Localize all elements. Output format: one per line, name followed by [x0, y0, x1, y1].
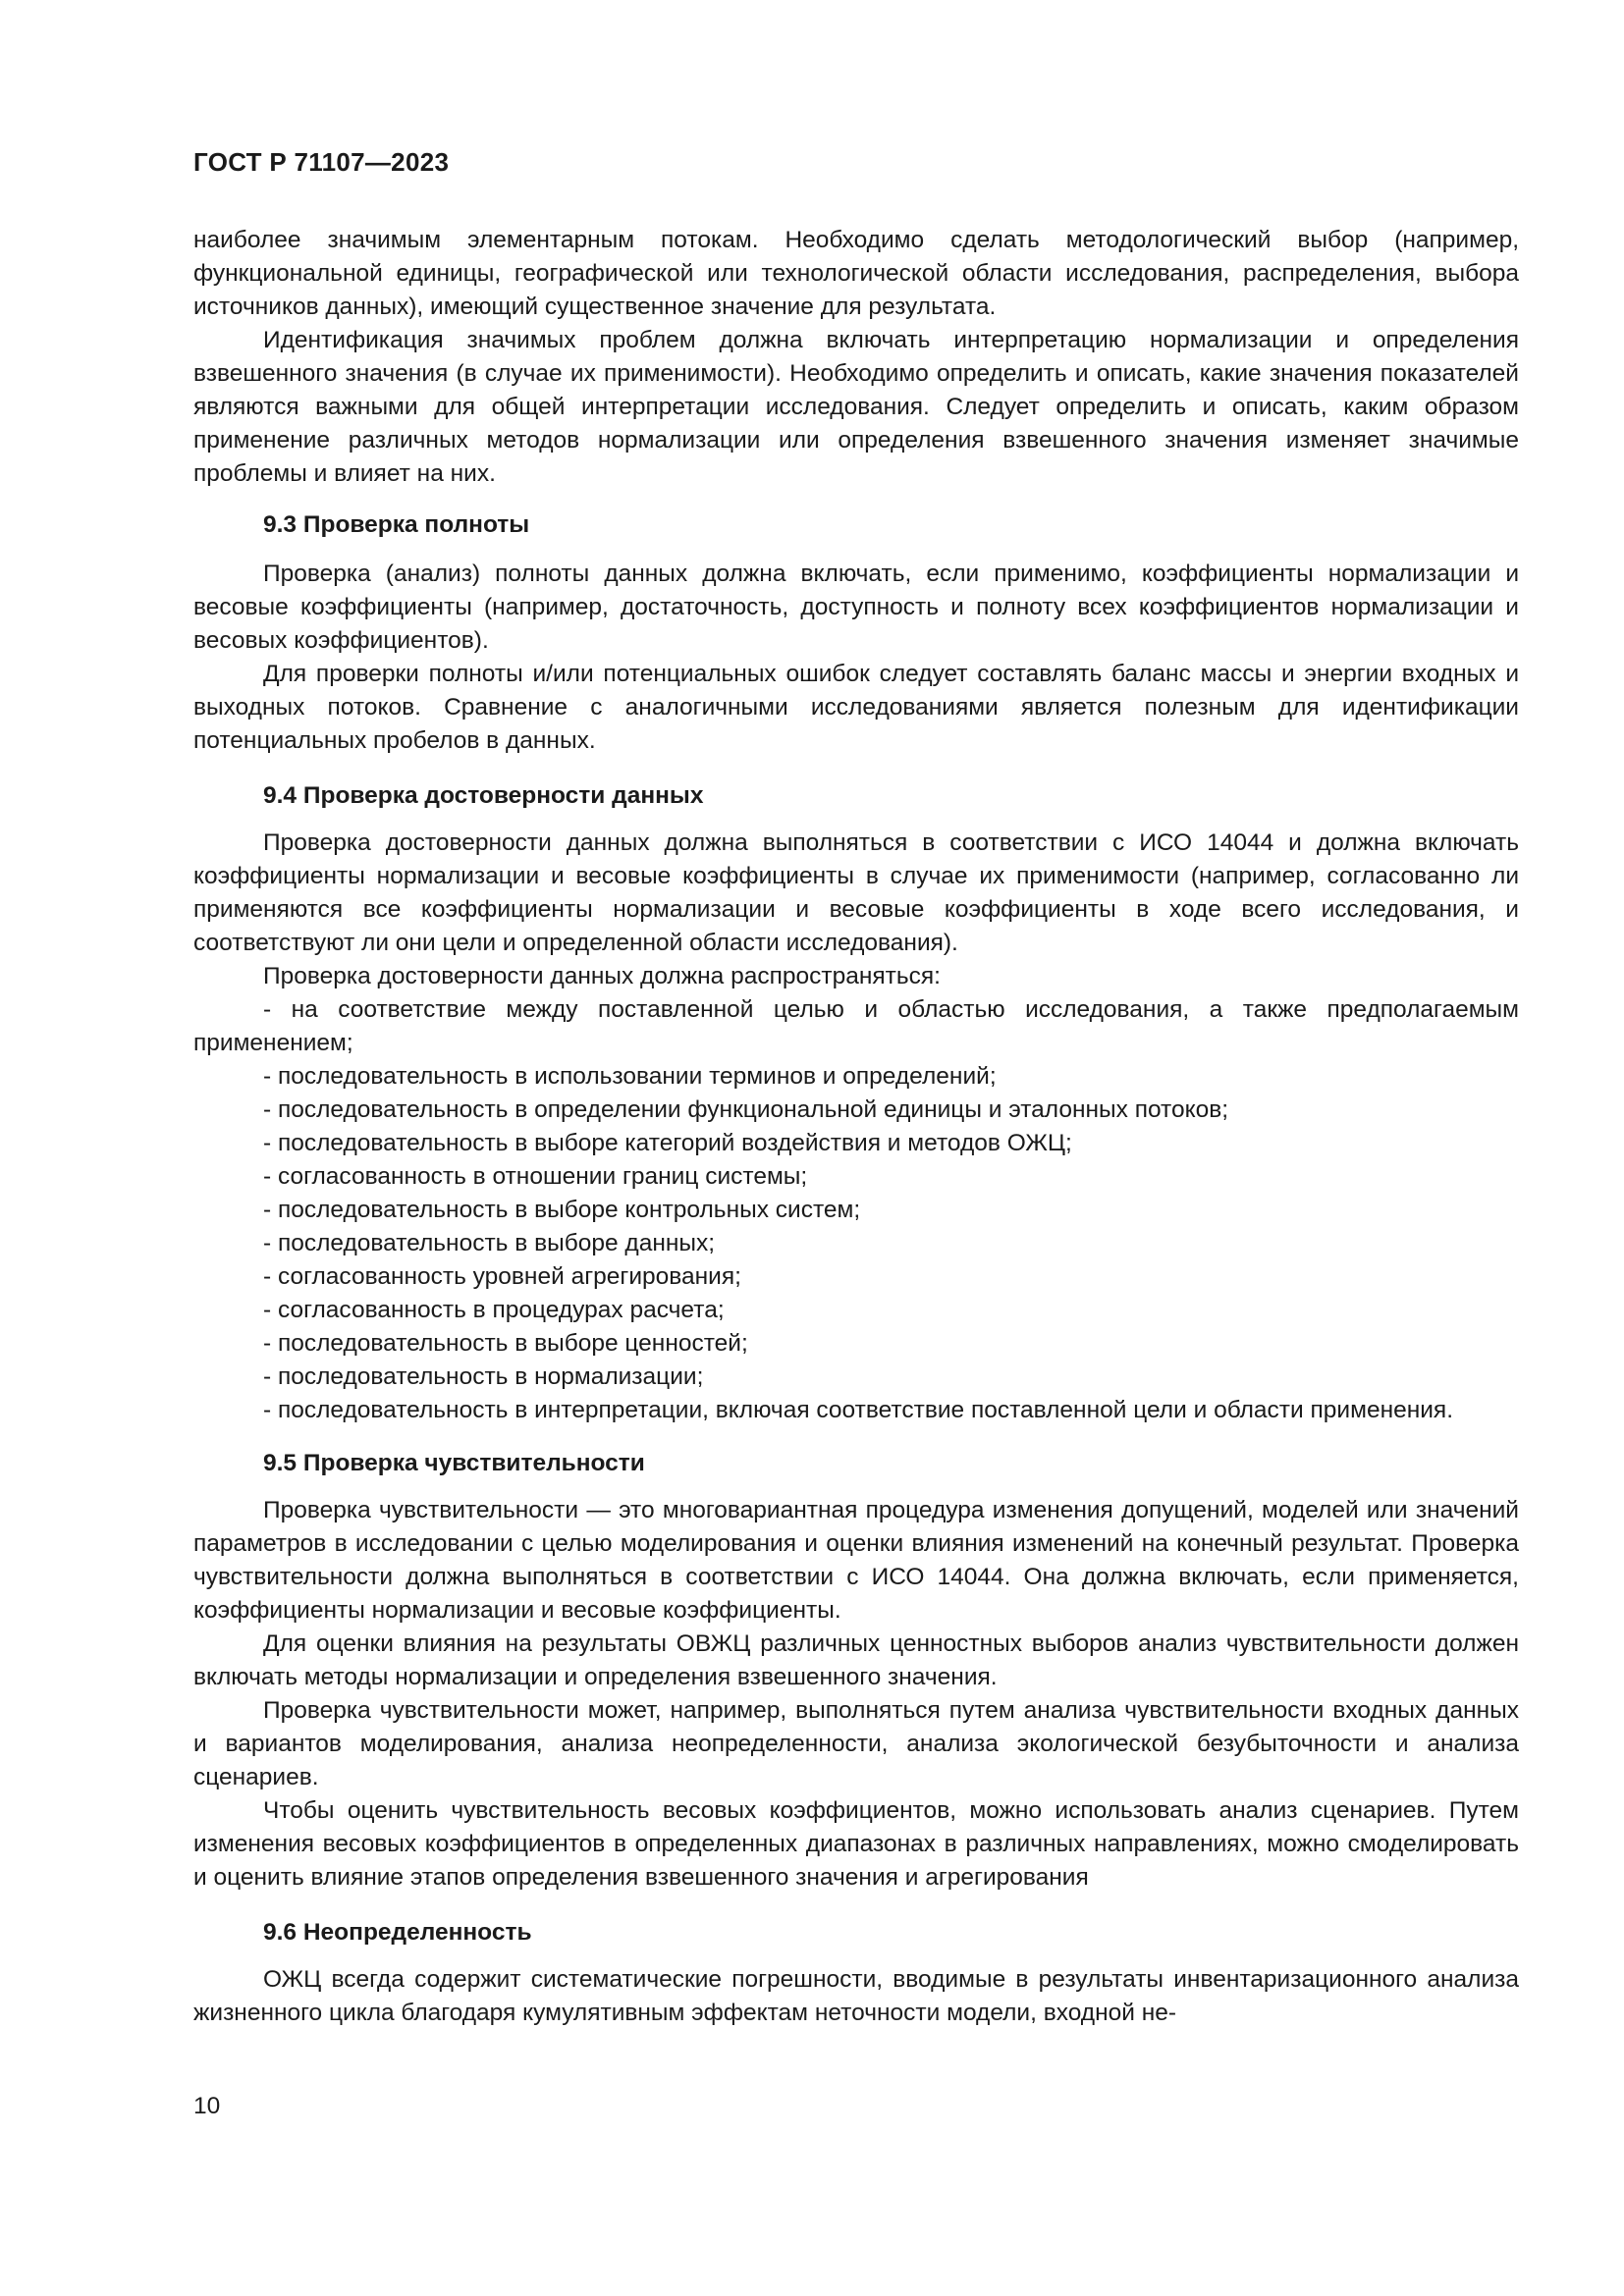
list-item: - последовательность в выборе ценностей; [263, 1330, 748, 1357]
list-item: - последовательность в интерпретации, включая соответствие поставленной цели и области применения. [263, 1397, 1454, 1423]
list-item: - последовательность в выборе данных; [263, 1230, 716, 1256]
paragraph: наиболее значимым элементарным потокам. Необходимо сделать методологический выбор (например, функциональной единицы, географической или технологической области исследования, распределения, выбора источников данных), имеющий существенное значение для результата. [193, 227, 1519, 320]
page-number: 10 [193, 2093, 221, 2119]
section-heading-9-3: 9.3 Проверка полноты [263, 511, 530, 538]
list-item: - согласованность в отношении границ системы; [263, 1163, 808, 1190]
paragraph: Проверка достоверности данных должна распространяться: [263, 963, 941, 989]
paragraph: Проверка (анализ) полноты данных должна включать, если применимо, коэффициенты нормализации и весовые коэффициенты (например, достаточность, доступность и полноту всех коэффициентов нормализации и весовых коэффициентов). [193, 561, 1519, 654]
bullet-list [193, 993, 1519, 1427]
paragraph: Для оценки влияния на результаты ОВЖЦ различных ценностных выборов анализ чувствительности должен включать методы нормализации и определения взвешенного значения. [193, 1630, 1519, 1690]
paragraph: Проверка чувствительности может, например, выполняться путем анализа чувствительности входных данных и вариантов моделирования, анализа неопределенности, анализа экологической безубыточности и анализа сценариев. [193, 1697, 1519, 1790]
list-item: - согласованность уровней агрегирования; [263, 1263, 741, 1290]
list-item: - согласованность в процедурах расчета; [263, 1297, 725, 1323]
list-item: - на соответствие между поставленной целью и областью исследования, а также предполагаемым применением; [193, 996, 1519, 1056]
section-heading-9-6: 9.6 Неопределенность [263, 1919, 532, 1946]
list-item: - последовательность в нормализации; [263, 1363, 704, 1390]
paragraph: Проверка достоверности данных должна выполняться в соответствии с ИСО 14044 и должна включать коэффициенты нормализации и весовые коэффициенты в случае их применимости (например, согласованно ли применяются все коэффициенты нормализации и весовые коэффициенты в ходе всего исследования, и соответствуют ли они цели и определенной области исследования). [193, 829, 1519, 956]
paragraph: ОЖЦ всегда содержит систематические погрешности, вводимые в результаты инвентаризационного анализа жизненного цикла благодаря кумулятивным эффектам неточности модели, входной не- [193, 1966, 1519, 2026]
document-header: ГОСТ Р 71107—2023 [193, 147, 450, 177]
list-item: - последовательность в выборе категорий воздействия и методов ОЖЦ; [263, 1130, 1072, 1156]
paragraph: Проверка чувствительности — это многовариантная процедура изменения допущений, моделей или значений параметров в исследовании с целью моделирования и оценки влияния изменений на конечный результат. Проверка чувствительности должна выполняться в соответствии с ИСО 14044. Она должна включать, если применяется, коэффициенты нормализации и весовые коэффициенты. [193, 1497, 1519, 1624]
list-item: - последовательность в определении функциональной единицы и эталонных потоков; [263, 1096, 1229, 1123]
list-item: - последовательность в использовании терминов и определений; [263, 1063, 997, 1090]
paragraph: Чтобы оценить чувствительность весовых коэффициентов, можно использовать анализ сценариев. Путем изменения весовых коэффициентов в определенных диапазонах в различных направлениях, можно смоделировать и оценить влияние этапов определения взвешенного значения и агрегирования [193, 1797, 1519, 1891]
paragraph: Идентификация значимых проблем должна включать интерпретацию нормализации и определения взвешенного значения (в случае их применимости). Необходимо определить и описать, какие значения показателей являются важными для общей интерпретации исследования. Следует определить и описать, каким образом применение различных методов нормализации или определения взвешенного значения изменяет значимые проблемы и влияет на них. [193, 327, 1519, 487]
section-heading-9-4: 9.4 Проверка достоверности данных [263, 782, 704, 809]
section-heading-9-5: 9.5 Проверка чувствительности [263, 1450, 645, 1476]
list-item: - последовательность в выборе контрольных систем; [263, 1197, 861, 1223]
paragraph: Для проверки полноты и/или потенциальных ошибок следует составлять баланс массы и энергии входных и выходных потоков. Сравнение с аналогичными исследованиями является полезным для идентификации потенциальных пробелов в данных. [193, 661, 1519, 754]
document-body [193, 224, 1519, 2030]
